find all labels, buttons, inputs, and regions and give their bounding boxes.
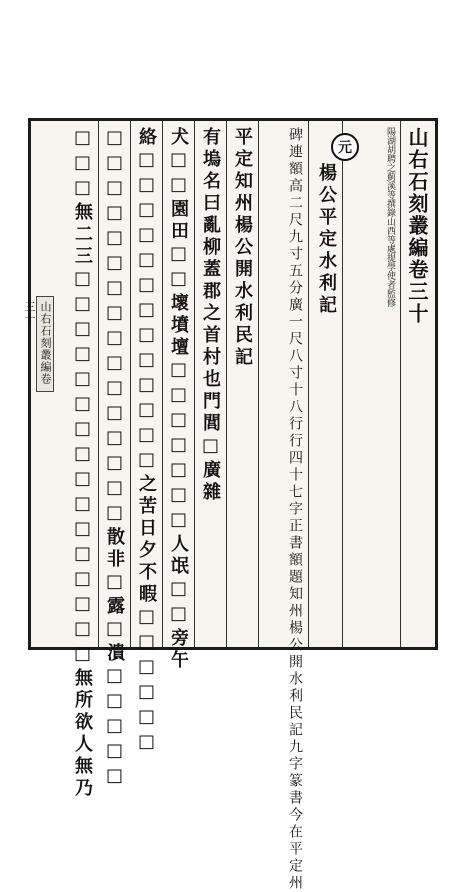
column-divider <box>130 121 131 647</box>
book-page <box>28 118 438 892</box>
column-divider <box>194 121 195 647</box>
column-divider <box>226 121 227 647</box>
column-divider <box>258 121 259 647</box>
dynasty-mark-icon: 元 <box>331 133 359 161</box>
column-divider <box>400 121 401 647</box>
text-column-2: 犬□□園田□□壞墳壇□□□□□□□人氓□□旁午 <box>168 127 189 672</box>
stele-description: 碑連額高二尺九寸五分廣一尺八寸十八行行四十七字正書額題知州楊公開水利民記九字篆書今在平定州 <box>287 127 303 892</box>
column-divider <box>308 121 309 647</box>
book-title-column: 山右石刻叢編卷三十 <box>405 127 429 325</box>
column-divider <box>98 121 99 647</box>
compiler-note-column: 陽湖胡聘之薊溪等撰錄山西等處提學使者監修 <box>385 127 395 307</box>
column-divider <box>342 121 343 647</box>
inscription-title: 平定知州楊公開水利民記 <box>232 127 253 369</box>
text-column-4: □□□□□□□□□□□□□□□□散非□露□潰□□□□□ <box>104 127 125 790</box>
inscription-heading: 楊公平定水利記 <box>316 163 337 317</box>
text-column-1: 有塢名曰亂柳蓋郡之首村也門閭□廣雜 <box>200 127 221 504</box>
text-column-5: □□□無二三□□□□□□□□□□□□□□□□無所欲人無乃 <box>72 127 93 800</box>
column-divider <box>162 121 163 647</box>
text-column-3: 絡□□□□□□□□□□□□□之苦日夕不暇□□□□□□ <box>136 127 157 756</box>
page-edge-label: 山右石刻叢編卷三十 <box>36 296 54 392</box>
